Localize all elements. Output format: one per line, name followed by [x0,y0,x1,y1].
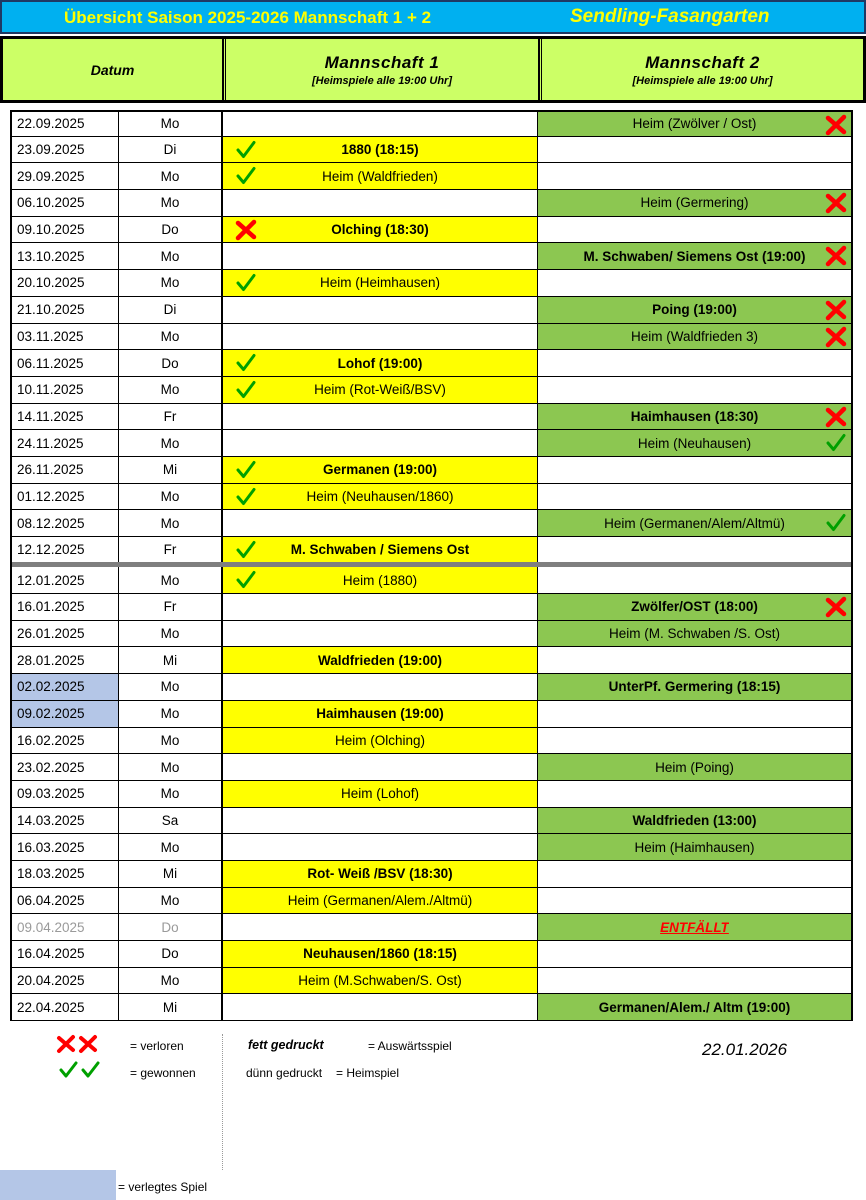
weekday-cell: Mo [119,484,222,510]
team1-match-text: Heim (Waldfrieden) [322,168,438,184]
team2-cell [538,808,851,834]
checkmark-icon [825,512,847,534]
team1-match-text: Heim (Neuhausen/1860) [306,488,454,504]
weekday-cell: Mo [119,621,222,647]
table-row [12,968,851,995]
team1-match-text: Haimhausen (19:00) [316,706,444,722]
weekday-cell: Mi [119,861,222,887]
weekday-cell: Sa [119,808,222,834]
date-cell: 13.10.2025 [12,243,119,269]
team2-cell [538,350,851,376]
table-row [12,110,851,137]
weekday-cell: Fr [119,594,222,620]
weekday-cell: Di [119,137,222,163]
date-cell: 23.09.2025 [12,137,119,163]
team1-cell [222,567,538,593]
table-row [12,754,851,781]
team2-match-text: Heim (Neuhausen) [637,435,752,451]
team1-match-text: Rot- Weiß /BSV (18:30) [307,866,453,882]
team1-cell [222,701,538,727]
team1-match-text: Olching (18:30) [331,222,429,238]
team2-match-text: Heim (Waldfrieden 3) [630,328,759,344]
team1-cell [222,350,538,376]
table-row [12,537,851,567]
date-cell: 14.11.2025 [12,404,119,430]
team1-cell [222,834,538,860]
team1-cell [222,190,538,216]
table-row [12,137,851,164]
checkmark-icon [58,1060,78,1085]
date-cell: 09.02.2025 [12,701,119,727]
team1-cell [222,270,538,296]
table-row [12,270,851,297]
legend-bold-meaning: = Auswärtsspiel [368,1039,452,1053]
table-row [12,457,851,484]
team2-cell [538,861,851,887]
checkmark-icon [235,486,257,508]
legend-thin-meaning: = Heimspiel [336,1066,400,1080]
club-name: Sendling-Fasangarten [570,6,770,27]
date-cell: 23.02.2025 [12,754,119,780]
header-team2-title: Mannschaft 2 [645,52,760,72]
team1-cell [222,377,538,403]
team1-cell [222,324,538,350]
header-team1 [223,39,539,100]
table-header [0,36,866,103]
weekday-cell: Do [119,217,222,243]
team2-match-text: Heim (M. Schwaben /S. Ost) [608,626,781,642]
team1-cell [222,484,538,510]
date-cell: 06.10.2025 [12,190,119,216]
table-row [12,834,851,861]
team2-cell [538,701,851,727]
team2-cell [538,914,851,940]
team1-cell [222,994,538,1020]
checkmark-icon [80,1060,100,1085]
cross-icon [825,406,847,428]
team2-match-text: UnterPf. Germering (18:15) [608,679,781,695]
checkmark-icon [235,139,257,161]
team2-cell [538,537,851,562]
team1-cell [222,808,538,834]
table-row [12,781,851,808]
team1-cell [222,137,538,163]
table-row [12,728,851,755]
team1-cell [222,430,538,456]
team1-cell [222,243,538,269]
checkmark-icon [235,165,257,187]
team1-cell [222,112,538,136]
date-cell: 21.10.2025 [12,297,119,323]
team2-match-text: ENTFÄLLT [660,919,729,935]
table-row [12,243,851,270]
weekday-cell: Mo [119,728,222,754]
date-cell: 24.11.2025 [12,430,119,456]
legend-loss-icons [56,1034,98,1059]
header-datum [3,39,223,100]
weekday-cell: Mo [119,112,222,136]
date-cell: 09.10.2025 [12,217,119,243]
team2-match-text: Heim (Germering) [640,195,749,211]
date-cell: 16.04.2025 [12,941,119,967]
team1-cell [222,297,538,323]
date-cell: 06.11.2025 [12,350,119,376]
team1-match-text: Heim (M.Schwaben/S. Ost) [298,973,462,989]
schedule-table [10,110,853,1021]
weekday-cell: Mo [119,430,222,456]
table-row [12,674,851,701]
team2-match-text: M. Schwaben/ Siemens Ost (19:00) [583,248,806,264]
legend-moved-text: = verlegtes Spiel [118,1180,208,1194]
table-row [12,808,851,835]
weekday-cell: Mo [119,270,222,296]
table-row [12,190,851,217]
team1-cell [222,217,538,243]
weekday-cell: Mo [119,377,222,403]
weekday-cell: Mi [119,994,222,1020]
team2-cell [538,324,851,350]
date-cell: 16.03.2025 [12,834,119,860]
team1-match-text: Neuhausen/1860 (18:15) [303,946,457,962]
team1-cell [222,594,538,620]
weekday-cell: Mo [119,324,222,350]
team2-match-text: Heim (Germanen/Alem/Altmü) [604,515,785,531]
checkmark-icon [235,379,257,401]
team1-match-text: Waldfrieden (19:00) [317,652,443,668]
header-team2 [539,39,863,100]
table-row [12,404,851,431]
date-cell: 26.01.2025 [12,621,119,647]
team2-cell [538,243,851,269]
weekday-cell: Mo [119,701,222,727]
team1-cell [222,968,538,994]
legend-moved-swatch [0,1170,116,1200]
weekday-cell: Mi [119,457,222,483]
cross-icon [825,326,847,348]
table-row [12,567,851,594]
cross-icon [78,1034,98,1059]
team1-cell [222,888,538,914]
team2-cell [538,457,851,483]
legend [0,1032,866,1200]
team2-cell [538,510,851,536]
team2-cell [538,968,851,994]
team1-cell [222,404,538,430]
team1-cell [222,781,538,807]
team1-cell [222,674,538,700]
team2-match-text: Heim (Zwölver / Ost) [632,116,757,132]
team1-cell [222,457,538,483]
team1-match-text: Heim (Lohof) [340,786,420,802]
update-date: 22.01.2026 [702,1040,788,1059]
team2-cell [538,834,851,860]
team1-cell [222,647,538,673]
title-bar [0,0,866,34]
weekday-cell: Do [119,914,222,940]
legend-thin-label: dünn gedruckt [246,1066,323,1080]
date-cell: 16.02.2025 [12,728,119,754]
team1-cell [222,861,538,887]
date-cell: 20.10.2025 [12,270,119,296]
team2-cell [538,430,851,456]
team1-match-text: Lohof (19:00) [337,355,423,371]
weekday-cell: Mo [119,968,222,994]
header-datum-label: Datum [90,61,135,78]
header-team2-subtitle: [Heimspiele alle 19:00 Uhr] [632,74,773,87]
weekday-cell: Mo [119,781,222,807]
weekday-cell: Mo [119,243,222,269]
team2-match-text: Heim (Poing) [655,759,734,775]
weekday-cell: Mo [119,834,222,860]
team1-cell [222,754,538,780]
legend-divider [222,1034,223,1170]
weekday-cell: Fr [119,404,222,430]
header-team1-subtitle: [Heimspiele alle 19:00 Uhr] [311,74,452,87]
cross-icon [825,114,847,136]
table-row [12,861,851,888]
date-cell: 26.11.2025 [12,457,119,483]
team2-cell [538,754,851,780]
weekday-cell: Mo [119,510,222,536]
table-row [12,350,851,377]
weekday-cell: Do [119,350,222,376]
team1-match-text: M. Schwaben / Siemens Ost [290,542,470,558]
team1-cell [222,621,538,647]
team2-cell [538,647,851,673]
team2-cell [538,217,851,243]
checkmark-icon [235,539,257,561]
date-cell: 09.04.2025 [12,914,119,940]
team2-cell [538,781,851,807]
date-cell: 03.11.2025 [12,324,119,350]
cross-icon [825,596,847,618]
team2-cell [538,728,851,754]
team2-cell [538,484,851,510]
team1-cell [222,510,538,536]
team2-cell [538,567,851,593]
team2-cell [538,621,851,647]
table-row [12,297,851,324]
team1-match-text: Heim (Rot-Weiß/BSV) [314,382,446,398]
table-row [12,914,851,941]
team2-cell [538,112,851,136]
table-row [12,994,851,1021]
weekday-cell: Mo [119,888,222,914]
weekday-cell: Mo [119,754,222,780]
date-cell: 06.04.2025 [12,888,119,914]
legend-bold-label: fett gedruckt [248,1038,324,1052]
checkmark-icon [235,459,257,481]
weekday-cell: Mo [119,567,222,593]
team1-cell [222,914,538,940]
date-cell: 28.01.2025 [12,647,119,673]
checkmark-icon [235,352,257,374]
date-cell: 22.09.2025 [12,112,119,136]
cross-icon [235,219,257,241]
team1-cell [222,728,538,754]
team2-cell [538,404,851,430]
weekday-cell: Di [119,297,222,323]
weekday-cell: Do [119,941,222,967]
team2-match-text: Heim (Haimhausen) [634,839,755,855]
table-row [12,510,851,537]
checkmark-icon [825,432,847,454]
team1-match-text: 1880 (18:15) [341,142,419,158]
date-cell: 16.01.2025 [12,594,119,620]
weekday-cell: Mo [119,674,222,700]
header-team1-title: Mannschaft 1 [324,52,440,72]
legend-win-icons [58,1060,100,1085]
table-row [12,594,851,621]
team2-cell [538,994,851,1020]
team2-cell [538,377,851,403]
cross-icon [825,192,847,214]
date-cell: 14.03.2025 [12,808,119,834]
legend-lost-text: = verloren [130,1039,184,1053]
table-row [12,324,851,351]
date-cell: 22.04.2025 [12,994,119,1020]
team1-match-text: Heim (Olching) [334,732,426,748]
team2-cell [538,594,851,620]
date-cell: 02.02.2025 [12,674,119,700]
team2-cell [538,137,851,163]
team2-cell [538,297,851,323]
date-cell: 29.09.2025 [12,163,119,189]
team1-match-text: Heim (Heimhausen) [319,275,441,291]
date-cell: 10.11.2025 [12,377,119,403]
team2-cell [538,674,851,700]
team1-match-text: Heim (1880) [342,572,418,588]
weekday-cell: Mo [119,190,222,216]
date-cell: 09.03.2025 [12,781,119,807]
date-cell: 01.12.2025 [12,484,119,510]
table-row [12,941,851,968]
team1-match-text: Germanen (19:00) [322,462,438,478]
date-cell: 20.04.2025 [12,968,119,994]
legend-won-text: = gewonnen [130,1066,196,1080]
date-cell: 18.03.2025 [12,861,119,887]
team2-cell [538,190,851,216]
table-row [12,217,851,244]
date-cell: 08.12.2025 [12,510,119,536]
weekday-cell: Mi [119,647,222,673]
table-row [12,888,851,915]
team2-cell [538,941,851,967]
team2-match-text: Zwölfer/OST (18:00) [631,599,758,615]
table-row [12,163,851,190]
table-row [12,701,851,728]
date-cell: 12.12.2025 [12,537,119,562]
cross-icon [825,299,847,321]
team2-cell [538,163,851,189]
team2-cell [538,270,851,296]
weekday-cell: Fr [119,537,222,562]
team2-match-text: Germanen/Alem./ Altm (19:00) [598,999,791,1015]
sheet-title: Übersicht Saison 2025-2026 Mannschaft 1 + 2 [64,8,432,27]
table-row [12,621,851,648]
checkmark-icon [235,272,257,294]
table-row [12,377,851,404]
team2-match-text: Poing (19:00) [652,302,737,318]
checkmark-icon [235,569,257,591]
cross-icon [56,1034,76,1059]
table-row [12,430,851,457]
team1-cell [222,163,538,189]
weekday-cell: Mo [119,163,222,189]
team2-match-text: Waldfrieden (13:00) [632,812,757,828]
table-row [12,484,851,511]
table-row [12,647,851,674]
date-cell: 12.01.2025 [12,567,119,593]
team1-cell [222,941,538,967]
team1-match-text: Heim (Germanen/Alem./Altmü) [287,892,473,908]
team2-cell [538,888,851,914]
team1-cell [222,537,538,562]
team2-match-text: Haimhausen (18:30) [630,408,759,424]
cross-icon [825,245,847,267]
